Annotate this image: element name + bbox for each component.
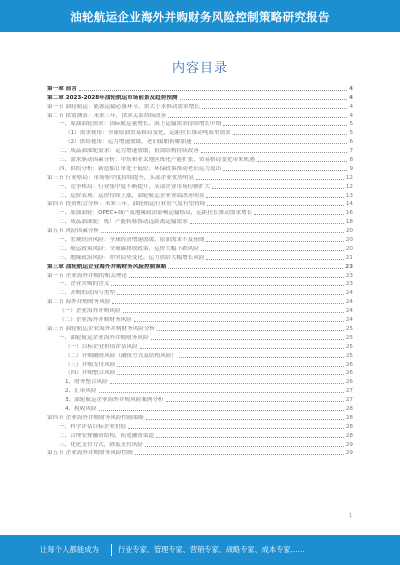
- toc-dot-leader: [168, 117, 347, 118]
- toc-dot-leader: [194, 143, 348, 144]
- toc-entry-text: 二、并购的动因与类型: [59, 290, 115, 297]
- toc-entry-text: 一、原油油轮：OPEC+减产及地缘政治影响运输格局，运距拉长推动需求增长: [59, 210, 253, 217]
- toc-dot-leader: [190, 223, 344, 224]
- toc-entry-text: 第三节 行业格局：市场集中度持续提升，头部企业优势明显: [47, 174, 195, 181]
- toc-dot-leader: [212, 188, 344, 189]
- toc-dot-leader: [123, 312, 344, 313]
- toc-title: 内容目录: [171, 61, 228, 76]
- toc-entry[interactable]: [47, 333, 353, 342]
- toc-entry-page: 29: [345, 450, 353, 457]
- toc-dot-leader: [206, 197, 343, 198]
- toc-entry[interactable]: [47, 137, 353, 146]
- toc-entry-page: 29: [345, 441, 353, 448]
- toc-entry-text: 三、需求驱动因素分析：中东和亚太地区炼化产能扩张，贸易格局变化带来机遇: [59, 157, 255, 164]
- toc-entry-text: 3、油轮航运企业海外并购风险案例分析: [65, 397, 164, 404]
- toc-entry-page: 23: [345, 272, 353, 279]
- toc-entry-text: 四、供给分析：新造船订单处于低位，环保政策推动老旧运力退出: [59, 165, 222, 172]
- toc-entry-page: 24: [345, 290, 353, 297]
- toc-entry-page: 28: [345, 405, 353, 412]
- toc-dot-leader: [202, 108, 348, 109]
- toc-entry-page: 12: [345, 174, 353, 181]
- toc-entry-text: （1）需求视角：全球原油贸易格局变化，运距拉长推动吨海里需求: [65, 130, 231, 137]
- toc-dot-leader: [99, 410, 344, 411]
- header-banner: [0, 0, 400, 32]
- toc-entry-page: 7: [349, 148, 353, 155]
- toc-entry-page: 26: [345, 370, 353, 377]
- toc-entry[interactable]: [47, 182, 353, 191]
- toc-entry[interactable]: [47, 155, 353, 164]
- toc-entry[interactable]: [47, 120, 353, 129]
- toc-entry-text: 一、科学评估目标企业价值: [59, 423, 127, 430]
- toc-entry-text: 二、成品油油轮：炼厂产能转移推动远距离运输需求: [59, 219, 188, 226]
- toc-entry-page: 20: [345, 245, 353, 252]
- toc-dot-leader: [135, 454, 344, 455]
- toc-entry-page: 26: [345, 361, 353, 368]
- toc-entry-text: （2）供给视角：运力增速放缓，老旧船舶拆解加速: [65, 139, 192, 146]
- toc-entry[interactable]: [47, 226, 353, 235]
- toc-entry[interactable]: [47, 191, 353, 200]
- toc-entry[interactable]: [47, 128, 353, 137]
- toc-entry-page: 25: [345, 334, 353, 341]
- toc-entry-page: 12: [345, 183, 353, 190]
- toc-entry-text: 第二节 供需测算：未来三年，供求关系持续改善: [47, 112, 167, 119]
- toc-entry-page: 21: [345, 254, 353, 261]
- toc-entry[interactable]: [47, 84, 353, 93]
- toc-entry-text: （三）并购支付风险: [65, 361, 116, 368]
- toc-entry[interactable]: [47, 342, 353, 351]
- toc-entry-page: 25: [345, 325, 353, 332]
- toc-entry-page: 5: [349, 121, 353, 128]
- toc-entry-text: 二、运价表现：运价持续上涨，油轮航运企业业绩改善明显: [59, 192, 205, 199]
- toc-dot-leader: [117, 294, 344, 295]
- toc-entry[interactable]: [47, 422, 353, 431]
- toc-entry[interactable]: [47, 173, 353, 182]
- footer-roles: 行业专家、管理专家、营销专家、战略专家、成本专家……: [118, 545, 305, 554]
- footer-slogan: 让每个人都能成为: [40, 545, 100, 554]
- toc-entry-text: （二）并购融资风险（融资方式及结构风险）: [65, 352, 177, 359]
- toc-entry[interactable]: [47, 146, 353, 155]
- toc-entry[interactable]: [47, 306, 353, 315]
- toc-entry-text: 一、油轮航运企业海外并购财务风险: [59, 334, 149, 341]
- toc-entry-page: 18: [345, 219, 353, 226]
- toc-dot-leader: [196, 179, 344, 180]
- toc-entry-page: 20: [345, 237, 353, 244]
- toc-entry[interactable]: [47, 395, 353, 404]
- toc-dot-leader: [101, 232, 344, 233]
- toc-entry-text: 第三节 油轮航运企业海外并购财务风险分析: [47, 325, 156, 332]
- toc-dot-leader: [257, 161, 348, 162]
- toc-entry-text: 二、航运政策风险：全球碳排放政策、运价大幅下跌风险: [59, 245, 199, 252]
- toc-entry-text: 1、财务整合风险: [65, 379, 108, 386]
- toc-entry-page: 4: [349, 112, 353, 119]
- toc-dot-leader: [110, 383, 344, 384]
- toc-dot-leader: [201, 250, 344, 251]
- toc-entry-page: 24: [345, 299, 353, 306]
- toc-entry-text: 一、企业并购的含义: [59, 281, 110, 288]
- toc-entry[interactable]: [47, 377, 353, 386]
- toc-entry[interactable]: [47, 315, 353, 324]
- toc-dot-leader: [233, 134, 348, 135]
- toc-entry-page: 14: [345, 201, 353, 208]
- toc-entry-page: 25: [345, 343, 353, 350]
- toc-dot-leader: [223, 125, 347, 126]
- toc-entry-page: 16: [345, 210, 353, 217]
- toc-entry[interactable]: [47, 404, 353, 413]
- toc-entry-page: 27: [345, 388, 353, 395]
- footer-divider: [111, 544, 112, 556]
- toc-entry-text: 三、优化支付方式，降低支付风险: [59, 441, 143, 448]
- toc-entry-text: 二、成品油油轮需求：运力增速放缓，供需结构持续改善: [59, 148, 199, 155]
- toc-dot-leader: [156, 437, 344, 438]
- toc-entry-page: 4: [349, 85, 353, 92]
- toc-dot-leader: [207, 205, 343, 206]
- toc-entry-page: 28: [345, 432, 353, 439]
- table-of-contents: [47, 84, 353, 457]
- toc-dot-leader: [117, 366, 344, 367]
- toc-entry-page: 28: [345, 414, 353, 421]
- toc-entry-text: 第四节 投资机会分析：未来三年，油轮航运行业景气度有望持续: [47, 201, 206, 208]
- toc-entry-text: 一、原油油轮需求：国际航运量增长，海上运输需求持续增长中期: [59, 121, 222, 128]
- toc-entry-page: 25: [345, 352, 353, 359]
- toc-entry-text: 第五节 风险因素分析: [47, 228, 100, 235]
- toc-entry[interactable]: [47, 253, 353, 262]
- toc-entry-text: 第一章 前言: [47, 85, 77, 92]
- toc-entry[interactable]: [47, 102, 353, 111]
- toc-dot-leader: [151, 339, 344, 340]
- toc-entry[interactable]: [47, 164, 353, 173]
- toc-entry[interactable]: [47, 93, 353, 102]
- toc-entry[interactable]: [47, 369, 353, 378]
- toc-dot-leader: [146, 419, 344, 420]
- toc-entry-text: （二）企业海外并购财务风险: [59, 317, 132, 324]
- toc-entry[interactable]: [47, 244, 353, 253]
- toc-dot-leader: [134, 321, 344, 322]
- toc-dot-leader: [128, 428, 344, 429]
- toc-dot-leader: [254, 214, 344, 215]
- toc-entry[interactable]: [47, 288, 353, 297]
- toc-entry[interactable]: [47, 386, 353, 395]
- toc-entry[interactable]: [47, 324, 353, 333]
- toc-entry[interactable]: [47, 360, 353, 369]
- toc-dot-leader: [157, 330, 344, 331]
- footer-banner: [0, 535, 400, 565]
- toc-dot-leader: [180, 99, 348, 100]
- toc-entry[interactable]: [47, 413, 353, 422]
- toc-entry-page: 23: [345, 281, 353, 288]
- toc-entry-text: 第一节 油轮航运：能源运输必备环节，供大于求推动需求增长: [47, 103, 200, 110]
- toc-entry[interactable]: [47, 262, 353, 271]
- toc-entry-page: 9: [349, 165, 353, 172]
- toc-entry-text: 第二节 海外并购财务风险: [47, 299, 111, 306]
- toc-entry-text: 第二章 2023-2028年油轮航运市场前景及趋势预测: [47, 94, 178, 101]
- toc-dot-leader: [117, 374, 344, 375]
- toc-entry-text: 第五节 企业海外并购财务风险控制: [47, 450, 133, 457]
- toc-entry-text: （一）目标企业价值评估风险: [65, 343, 138, 350]
- toc-entry-page: 26: [345, 379, 353, 386]
- toc-entry-page: 4: [349, 103, 353, 110]
- toc-dot-leader: [206, 241, 343, 242]
- toc-entry[interactable]: [47, 271, 353, 280]
- toc-entry[interactable]: [47, 297, 353, 306]
- toc-entry-text: 一、竞争格局：行业集中度不断提升，头部企业市场份额扩大: [59, 183, 211, 190]
- report-title: 油轮航运企业海外并购财务风险控制策略研究报告: [70, 10, 330, 24]
- toc-entry[interactable]: [47, 449, 353, 458]
- toc-entry[interactable]: [47, 440, 353, 449]
- toc-dot-leader: [145, 446, 344, 447]
- toc-entry-text: 2、汇率风险: [65, 388, 97, 395]
- toc-entry-page: 13: [345, 192, 353, 199]
- toc-entry-text: 二、合理安排融资结构，拓宽融资渠道: [59, 432, 155, 439]
- toc-entry-text: （四）并购整合风险: [65, 370, 116, 377]
- toc-dot-leader: [223, 170, 347, 171]
- toc-dot-leader: [99, 392, 344, 393]
- toc-entry-page: 24: [345, 308, 353, 315]
- toc-entry[interactable]: [47, 217, 353, 226]
- toc-entry-text: 三、地缘政治风险：冲突局势变化、运力供给大幅增长风险: [59, 254, 205, 261]
- toc-dot-leader: [168, 268, 343, 269]
- toc-entry[interactable]: [47, 280, 353, 289]
- toc-dot-leader: [79, 90, 347, 91]
- toc-entry-page: 20: [345, 228, 353, 235]
- toc-entry-text: （一）企业海外并购风险: [59, 308, 121, 315]
- toc-entry-text: 4、税收风险: [65, 405, 97, 412]
- toc-entry-page: 6: [349, 139, 353, 146]
- toc-dot-leader: [112, 303, 344, 304]
- toc-entry-text: 第三章 油轮航运企业海外并购财务风险控制策略: [47, 263, 167, 270]
- toc-dot-leader: [166, 401, 344, 402]
- toc-dot-leader: [201, 152, 348, 153]
- toc-entry-text: 一、宏观经济风险：全球经济增速放缓，原油需求不及预期: [59, 237, 205, 244]
- toc-entry-page: 24: [345, 317, 353, 324]
- toc-entry[interactable]: [47, 235, 353, 244]
- page-number: 1: [349, 513, 353, 519]
- toc-entry-page: 4: [349, 94, 353, 101]
- toc-entry[interactable]: [47, 431, 353, 440]
- toc-dot-leader: [129, 277, 344, 278]
- toc-dot-leader: [179, 357, 344, 358]
- toc-entry-page: 23: [345, 263, 353, 270]
- toc-entry-page: 8: [349, 157, 353, 164]
- toc-entry[interactable]: [47, 351, 353, 360]
- toc-entry-page: 5: [349, 130, 353, 137]
- toc-entry[interactable]: [47, 208, 353, 217]
- toc-entry-page: 28: [345, 423, 353, 430]
- toc-entry[interactable]: [47, 111, 353, 120]
- toc-entry-page: 27: [345, 397, 353, 404]
- toc-dot-leader: [206, 259, 343, 260]
- toc-entry[interactable]: [47, 200, 353, 209]
- toc-entry-text: 第四节 企业海外并购财务风险控制策略: [47, 414, 144, 421]
- toc-entry-text: 第一节 企业海外并购的相关理论: [47, 272, 128, 279]
- toc-dot-leader: [111, 285, 344, 286]
- toc-dot-leader: [140, 348, 344, 349]
